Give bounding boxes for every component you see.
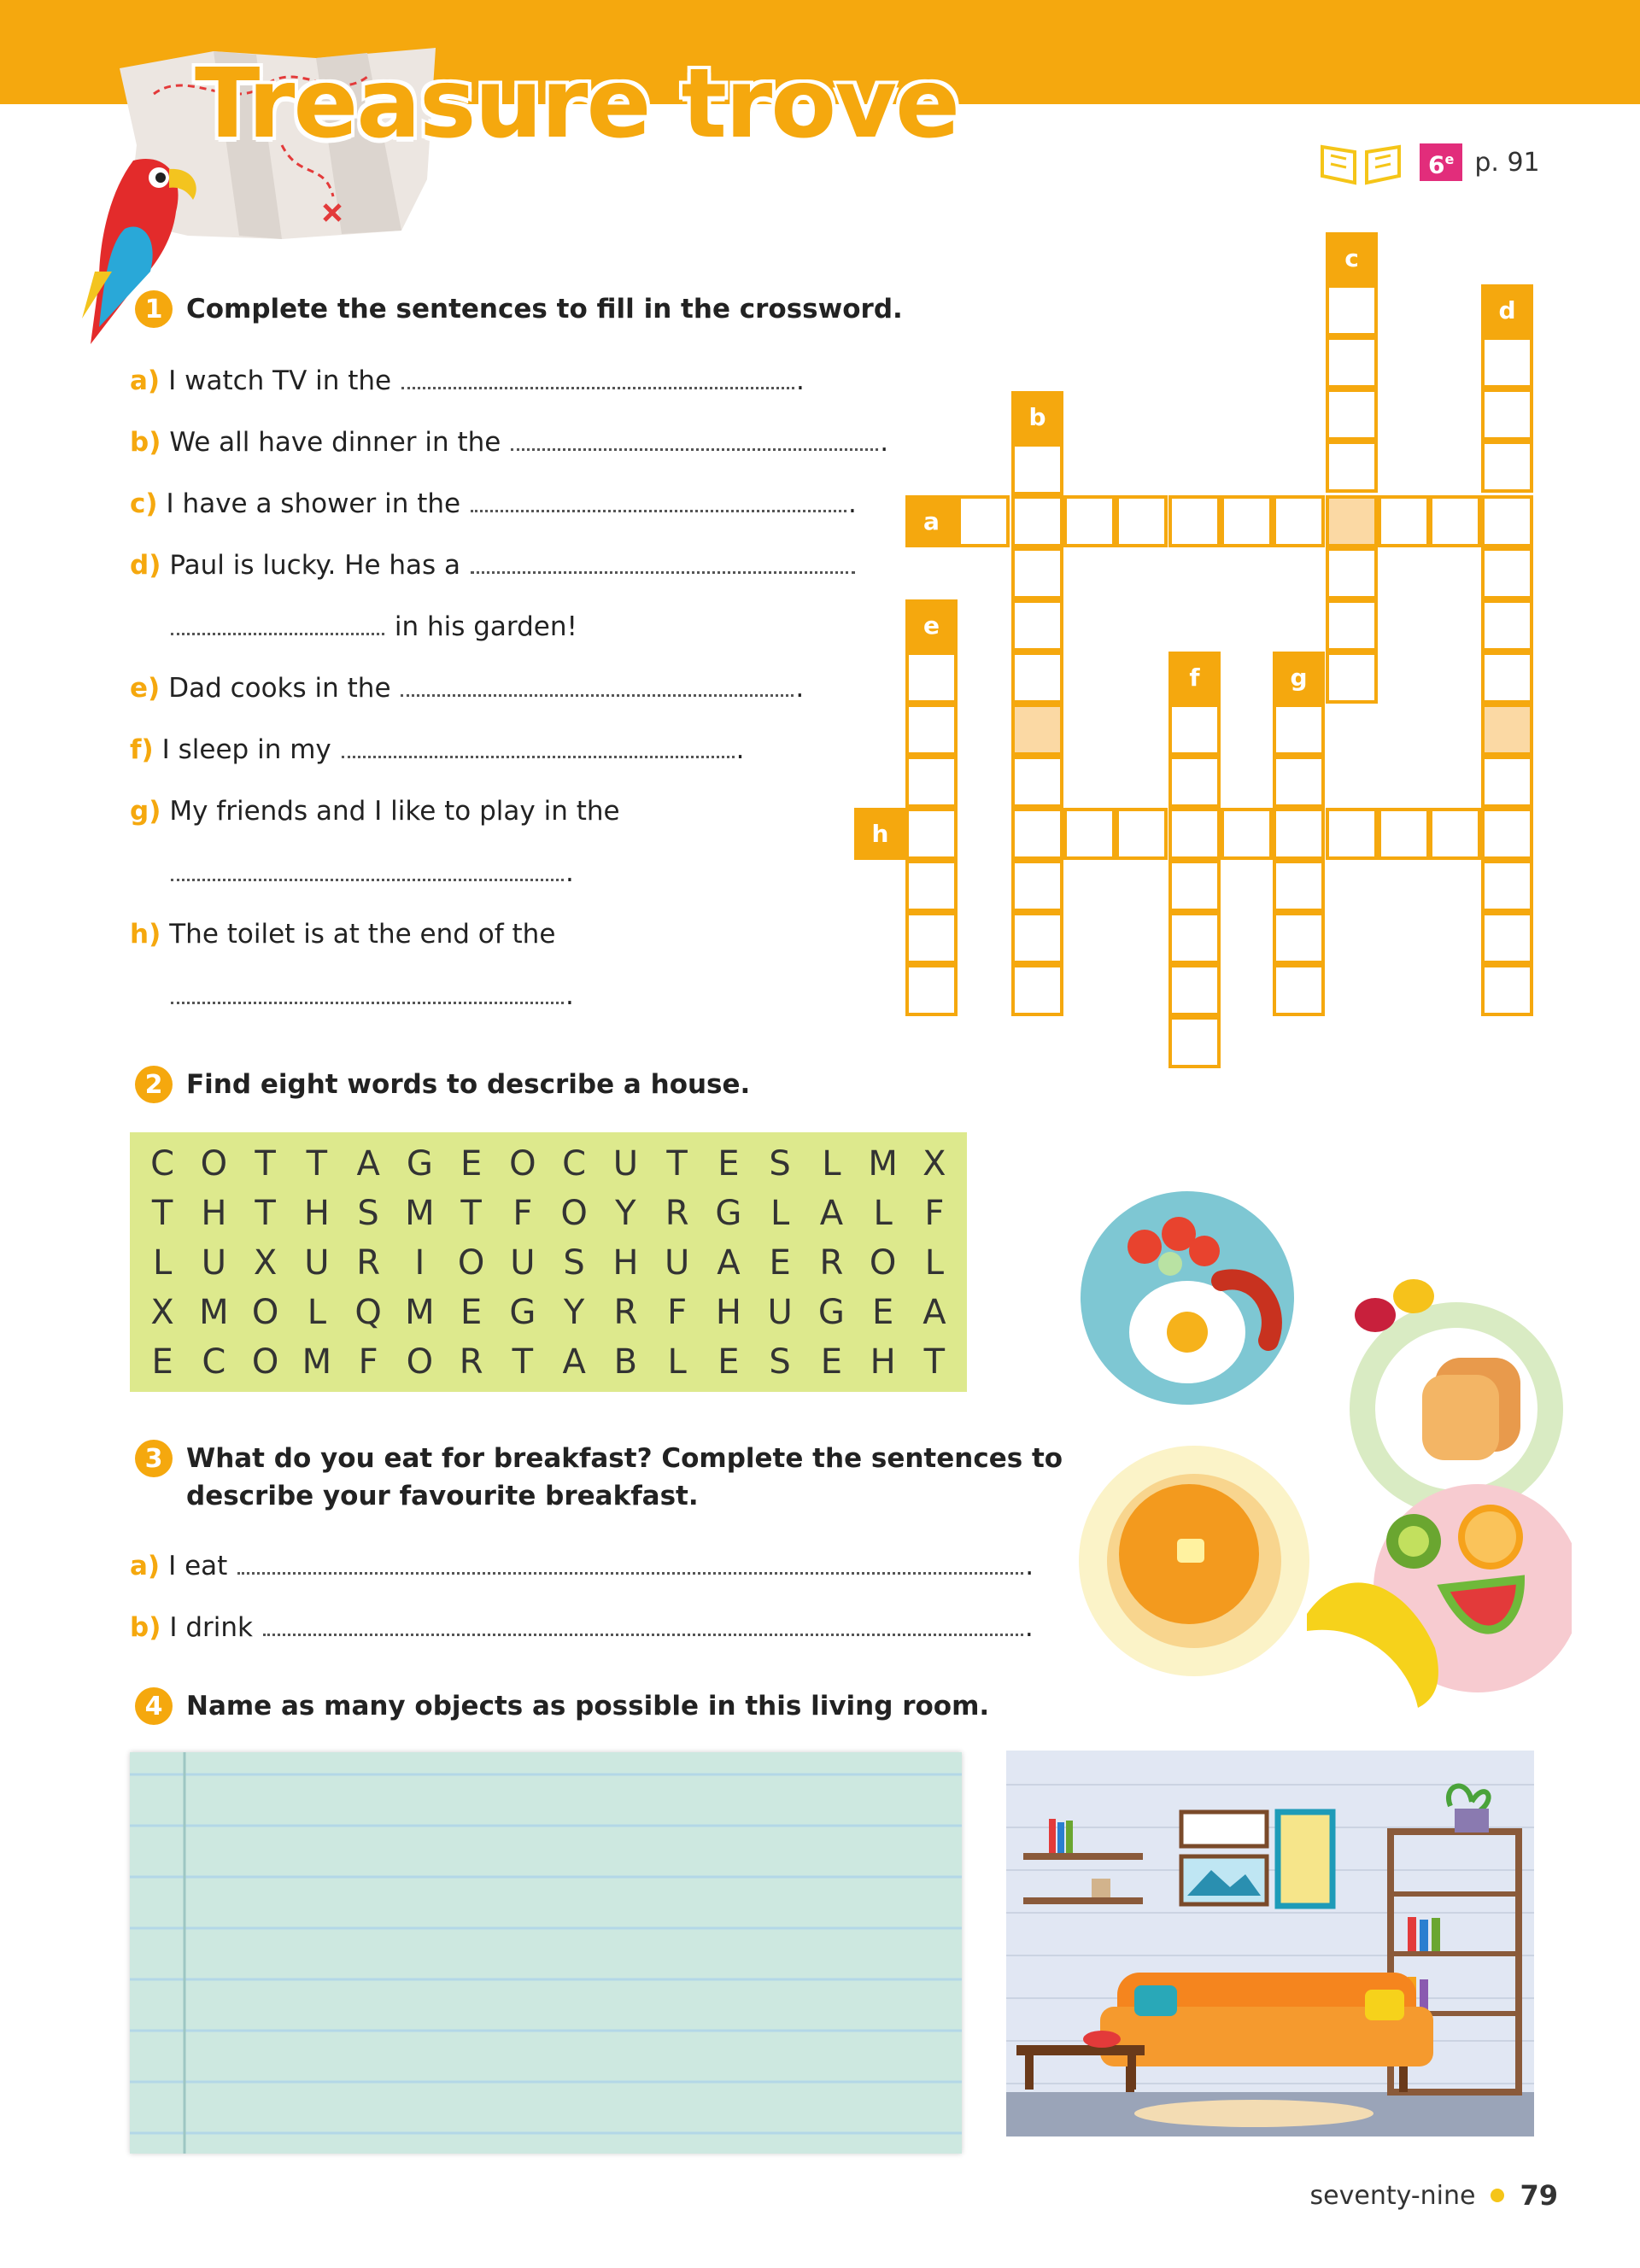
crossword-cell[interactable] — [1481, 704, 1533, 756]
crossword-cell[interactable] — [1481, 860, 1533, 912]
word-search-letter[interactable]: S — [769, 1144, 791, 1184]
word-search-letter[interactable]: E — [718, 1144, 740, 1184]
word-search-letter[interactable]: M — [199, 1293, 229, 1332]
word-search-letter[interactable]: L — [822, 1144, 841, 1184]
crossword-cell[interactable] — [958, 495, 1010, 547]
word-search-letter[interactable]: L — [667, 1342, 687, 1382]
word-search-letter[interactable]: H — [870, 1342, 896, 1382]
crossword-cell[interactable] — [1273, 860, 1325, 912]
word-search-letter[interactable]: F — [667, 1293, 688, 1332]
crossword-cell[interactable] — [1378, 495, 1430, 547]
crossword-clue-label: a — [905, 495, 958, 547]
word-search-letter[interactable]: R — [613, 1293, 638, 1332]
crossword-cell[interactable] — [1011, 599, 1063, 652]
page-reference: p. 91 — [1474, 147, 1540, 178]
fruit-plate — [1307, 1484, 1572, 1708]
word-search-letter[interactable]: L — [307, 1293, 327, 1332]
word-search-letter[interactable]: L — [770, 1194, 790, 1233]
page-title: Treasure trove — [195, 49, 959, 160]
crossword-clue-label: d — [1481, 284, 1533, 336]
breakfast-sentence-b: b) I drink . — [130, 1612, 1034, 1643]
word-search-letter[interactable]: O — [560, 1194, 588, 1233]
word-search-letter[interactable]: A — [922, 1293, 946, 1332]
page-number: 79 — [1520, 2179, 1558, 2212]
crossword-cell[interactable] — [1481, 336, 1533, 389]
answer-line[interactable] — [401, 366, 794, 389]
crossword-cell[interactable] — [1168, 495, 1221, 547]
word-search-letter[interactable]: O — [251, 1293, 279, 1332]
crossword-cell[interactable] — [1063, 808, 1116, 860]
crossword-clue-label: f — [1168, 652, 1221, 704]
breakfast-illustration — [1076, 1187, 1572, 1733]
crossword-cell[interactable] — [1326, 389, 1378, 441]
exercise-1-instruction: Complete the sentences to fill in the crossword. — [186, 294, 903, 324]
word-search-letter[interactable]: M — [302, 1342, 332, 1382]
word-search-letter[interactable]: O — [251, 1342, 279, 1382]
word-search-letter[interactable]: T — [666, 1144, 688, 1184]
word-search-letter[interactable]: Y — [563, 1293, 585, 1332]
sentence-h-answer: . — [169, 977, 574, 1014]
word-search-letter[interactable]: L — [924, 1243, 945, 1283]
crossword-clue-label: b — [1011, 391, 1063, 443]
crossword-cell[interactable] — [1326, 808, 1378, 860]
word-search-letter[interactable]: T — [460, 1194, 482, 1233]
page-number-words: seventy-nine — [1309, 2180, 1476, 2211]
sentence-b: b) We all have dinner in the . — [130, 427, 889, 458]
word-search-letter[interactable]: S — [769, 1342, 791, 1382]
crossword-cell[interactable] — [1116, 808, 1168, 860]
crossword-cell[interactable] — [1011, 495, 1063, 547]
crossword-cell[interactable] — [905, 964, 958, 1016]
crossword-cell[interactable] — [1168, 912, 1221, 964]
crossword-cell[interactable] — [905, 704, 958, 756]
word-search-letter[interactable]: C — [150, 1144, 175, 1184]
word-search-letter[interactable]: R — [356, 1243, 381, 1283]
living-room-illustration — [1006, 1751, 1534, 2136]
word-search-letter[interactable]: E — [769, 1243, 791, 1283]
exercise-3-number: 3 — [135, 1440, 173, 1477]
word-search-letter[interactable]: E — [718, 1342, 740, 1382]
crossword-cell[interactable] — [1273, 495, 1325, 547]
word-search-letter[interactable]: T — [923, 1342, 946, 1382]
crossword-cell[interactable] — [1116, 495, 1168, 547]
word-search-letter[interactable]: A — [356, 1144, 380, 1184]
answer-line[interactable] — [171, 858, 564, 881]
word-search — [130, 1132, 967, 1392]
notebook-lines — [130, 1752, 962, 2154]
crossword-cell[interactable] — [1326, 547, 1378, 599]
word-search-letter[interactable]: F — [924, 1194, 945, 1233]
word-search-letter[interactable]: O — [200, 1144, 228, 1184]
word-search-letter[interactable]: Y — [615, 1194, 636, 1233]
crossword-cell[interactable] — [1429, 495, 1481, 547]
word-search-letter[interactable]: A — [819, 1194, 844, 1233]
pancakes-plate — [1079, 1446, 1309, 1676]
word-search-letter[interactable]: U — [767, 1293, 793, 1332]
sentence-f: f) I sleep in my . — [130, 734, 745, 765]
crossword-cell[interactable] — [1168, 1016, 1221, 1068]
word-search-letter[interactable]: S — [563, 1243, 585, 1283]
crossword-cell[interactable] — [905, 756, 958, 808]
word-search-letter[interactable]: T — [255, 1144, 276, 1184]
answer-line[interactable] — [511, 428, 878, 451]
word-search-letter[interactable]: H — [612, 1243, 639, 1283]
grade-badge: 6e — [1420, 143, 1462, 181]
crossword-cell[interactable] — [1326, 441, 1378, 493]
word-search-letter[interactable]: Q — [354, 1293, 382, 1332]
crossword-cell[interactable] — [905, 652, 958, 704]
word-search-letter[interactable]: H — [715, 1293, 741, 1332]
crossword-cell[interactable] — [1481, 912, 1533, 964]
word-search-letter[interactable]: T — [255, 1194, 276, 1233]
word-search-letter[interactable]: U — [510, 1243, 536, 1283]
word-search-letter[interactable]: M — [405, 1293, 435, 1332]
crossword-cell[interactable] — [1481, 808, 1533, 860]
word-search-letter[interactable]: G — [817, 1293, 845, 1332]
page-footer — [1310, 2179, 1558, 2212]
crossword-cell[interactable] — [1273, 964, 1325, 1016]
crossword-cell[interactable] — [1011, 704, 1063, 756]
word-search-letter[interactable]: O — [406, 1342, 434, 1382]
sentence-c: c) I have a shower in the . — [130, 488, 857, 519]
word-search-letter[interactable]: E — [151, 1342, 173, 1382]
word-search-letter[interactable]: X — [150, 1293, 174, 1332]
reference — [1314, 137, 1540, 188]
word-search-letter[interactable]: M — [868, 1144, 898, 1184]
word-search-letter[interactable]: E — [460, 1144, 483, 1184]
word-search-letter[interactable]: O — [509, 1144, 536, 1184]
crossword-cell[interactable] — [1326, 652, 1378, 704]
crossword-cell[interactable] — [1273, 912, 1325, 964]
crossword-cell[interactable] — [1326, 336, 1378, 389]
word-search-letter[interactable]: U — [201, 1243, 227, 1283]
exercise-4-number: 4 — [135, 1687, 173, 1725]
answer-line[interactable] — [171, 981, 564, 1004]
crossword-cell[interactable] — [1481, 756, 1533, 808]
answer-line[interactable] — [342, 735, 735, 758]
crossword-cell[interactable] — [905, 912, 958, 964]
word-search-letter[interactable]: E — [820, 1342, 843, 1382]
word-search-letter[interactable]: A — [562, 1342, 586, 1382]
crossword-cell[interactable] — [1429, 808, 1481, 860]
exercise-2-instruction: Find eight words to describe a house. — [186, 1069, 751, 1100]
crossword-cell[interactable] — [1011, 652, 1063, 704]
word-search-letter[interactable]: C — [562, 1144, 587, 1184]
crossword-cell[interactable] — [1481, 547, 1533, 599]
answer-line[interactable] — [237, 1552, 1023, 1575]
crossword-cell[interactable] — [1378, 808, 1430, 860]
exercise-4-instruction: Name as many objects as possible in this living room. — [186, 1691, 990, 1721]
answer-line[interactable] — [471, 551, 855, 574]
word-search-letter[interactable]: R — [819, 1243, 844, 1283]
word-search-letter[interactable]: I — [414, 1243, 425, 1283]
word-search-letter[interactable]: X — [253, 1243, 278, 1283]
sentence-h: h) The toilet is at the end of the — [130, 919, 556, 950]
answer-line[interactable] — [471, 489, 846, 512]
word-search-letter[interactable]: C — [202, 1342, 226, 1382]
word-search-letter[interactable]: M — [405, 1194, 435, 1233]
breakfast-sentence-a: a) I eat . — [130, 1551, 1034, 1581]
notebook-writing-area[interactable] — [130, 1752, 962, 2154]
word-search-letter[interactable]: U — [612, 1144, 639, 1184]
word-search-letter[interactable]: L — [873, 1194, 893, 1233]
crossword-clue-label: c — [1326, 232, 1378, 284]
crossword-cell[interactable] — [1326, 599, 1378, 652]
crossword-cell[interactable] — [1273, 756, 1325, 808]
crossword-cell[interactable] — [1011, 756, 1063, 808]
crossword-cell[interactable] — [905, 860, 958, 912]
sentence-e: e) Dad cooks in the . — [130, 673, 805, 704]
word-search-letter[interactable]: F — [358, 1342, 378, 1382]
crossword-cell[interactable] — [1481, 495, 1533, 547]
sentence-d-continued: in his garden! — [169, 608, 577, 646]
crossword-clue-label: h — [854, 808, 906, 860]
crossword-cell[interactable] — [1063, 495, 1116, 547]
crossword-cell[interactable] — [1011, 547, 1063, 599]
crossword-cell[interactable] — [1481, 389, 1533, 441]
word-search-letter[interactable]: T — [306, 1144, 328, 1184]
crossword-cell[interactable] — [1273, 704, 1325, 756]
crossword-cell[interactable] — [1168, 860, 1221, 912]
word-search-letter[interactable]: S — [357, 1194, 379, 1233]
crossword-clue-label: e — [905, 599, 958, 652]
crossword-cell[interactable] — [1011, 443, 1063, 495]
word-search-letter[interactable]: L — [152, 1243, 173, 1283]
sentence-g: g) My friends and I like to play in the — [130, 796, 620, 827]
sentence-a: a) I watch TV in the . — [130, 365, 805, 396]
crossword-cell[interactable] — [1168, 756, 1221, 808]
book-icon — [1314, 137, 1408, 188]
crossword-cell[interactable] — [1011, 860, 1063, 912]
crossword-cell[interactable] — [1168, 808, 1221, 860]
word-search-letter[interactable]: F — [512, 1194, 533, 1233]
eggs-sausage-plate — [1081, 1191, 1294, 1405]
crossword-cell[interactable] — [1221, 495, 1273, 547]
toast-jam-plate — [1350, 1279, 1563, 1516]
answer-line[interactable] — [171, 612, 384, 635]
word-search-letter[interactable]: O — [457, 1243, 485, 1283]
exercise-3-instruction-line2: describe your favourite breakfast. — [186, 1481, 699, 1511]
sentence-d: d) Paul is lucky. He has a — [130, 547, 857, 584]
word-search-letter[interactable]: X — [922, 1144, 946, 1184]
word-search-letter[interactable]: E — [871, 1293, 894, 1332]
crossword-cell[interactable] — [1011, 964, 1063, 1016]
crossword-clue-label: g — [1273, 652, 1325, 704]
word-search-letter[interactable]: T — [151, 1194, 173, 1233]
word-search-letter[interactable]: H — [303, 1194, 330, 1233]
bullet-dot — [1491, 2189, 1504, 2202]
word-search-letter[interactable]: G — [406, 1144, 433, 1184]
word-search-letter[interactable]: O — [869, 1243, 897, 1283]
word-search-letter[interactable]: U — [664, 1243, 690, 1283]
crossword-cell[interactable] — [1221, 808, 1273, 860]
crossword-cell[interactable] — [1481, 652, 1533, 704]
word-search-letter[interactable]: E — [460, 1293, 483, 1332]
crossword-cell[interactable] — [1481, 599, 1533, 652]
exercise-3-instruction-line1: What do you eat for breakfast? Complete the sentences to — [186, 1443, 1063, 1474]
exercise-2-number: 2 — [135, 1066, 173, 1103]
crossword-cell[interactable] — [905, 808, 958, 860]
word-search-letter[interactable]: R — [459, 1342, 483, 1382]
word-search-letter[interactable]: G — [509, 1293, 536, 1332]
exercise-1-number: 1 — [135, 290, 173, 328]
word-search-letter[interactable]: H — [201, 1194, 227, 1233]
word-search-letter[interactable]: G — [715, 1194, 742, 1233]
crossword-cell[interactable] — [1011, 912, 1063, 964]
answer-line[interactable] — [263, 1613, 1023, 1636]
crossword-cell[interactable] — [1326, 284, 1378, 336]
word-search-letter[interactable]: T — [512, 1342, 534, 1382]
crossword-cell[interactable] — [1273, 808, 1325, 860]
sentence-g-answer: . — [169, 854, 574, 891]
word-search-letter[interactable]: R — [665, 1194, 689, 1233]
crossword-cell[interactable] — [1011, 808, 1063, 860]
crossword-cell[interactable] — [1481, 441, 1533, 493]
crossword-cell[interactable] — [1168, 964, 1221, 1016]
word-search-letter[interactable]: A — [717, 1243, 741, 1283]
word-search-letter[interactable]: U — [304, 1243, 330, 1283]
word-search-letter[interactable]: B — [613, 1342, 638, 1382]
crossword-cell[interactable] — [1168, 704, 1221, 756]
crossword-cell[interactable] — [1481, 964, 1533, 1016]
answer-line[interactable] — [401, 674, 794, 697]
crossword-cell[interactable] — [1326, 495, 1378, 547]
